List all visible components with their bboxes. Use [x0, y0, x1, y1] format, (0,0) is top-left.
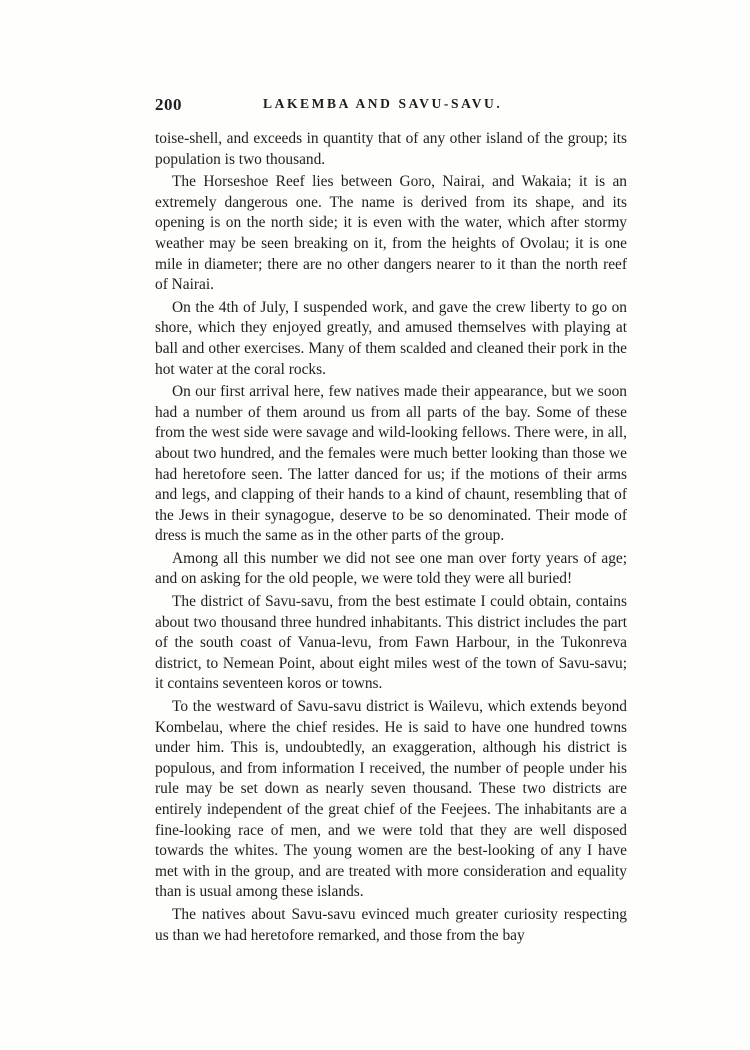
paragraph: The district of Savu-savu, from the best estimate I could obtain, contains about two thousand three hundred inhabitants. This district includes the part of the south coast of Vanua-levu, from Fawn Harbour, in the Tukonreva district, to Nemean Point, about eight miles west of the town of Savu-savu; it contains seventeen koros or towns. [155, 593, 627, 693]
running-head: LAKEMBA AND SAVU-SAVU. [263, 96, 503, 111]
paragraph: toise-shell, and exceeds in quantity that of any other island of the group; its population is two thousand. [155, 130, 627, 168]
page-number: 200 [155, 95, 182, 114]
paragraph: On our first arrival here, few natives made their appearance, but we soon had a number of them around us from all parts of the bay. Some of these from the west side were savage and wild-looking fellows. There were, in all, about two hundred, and the females were much better looking than those we had heretofore seen. The latter danced for us; if the motions of their arms and legs, and clapping of their hands to a kind of chaunt, resembling that of the Jews in their synagogue, deserve to be so denominated. Their mode of dress is much the same as in the other parts of the group. [155, 383, 627, 545]
paragraph: To the westward of Savu-savu district is Wailevu, which extends beyond Kombelau, where the chief resides. He is said to have one hundred towns under him. This is, undoubtedly, an exaggeration, although his district is populous, and from information I received, the number of people under his rule may be set down as nearly seven thousand. These two districts are entirely independent of the great chief of the Feejees. The inhabitants are a fine-looking race of men, and we were told that they are well disposed towards the whites. The young women are the best-looking of any I have met with in the group, and are treated with more consideration and equality than is usual among these islands. [155, 698, 627, 901]
body-text [155, 129, 627, 948]
page-header [155, 95, 627, 119]
paragraph: Among all this number we did not see one man over forty years of age; and on asking for the old people, we were told they were all buried! [155, 549, 627, 588]
paragraph: The Horseshoe Reef lies between Goro, Nairai, and Wakaia; it is an extremely dangerous one. The name is derived from its shape, and its opening is on the north side; it is even with the water, which after stormy weather may be seen breaking on it, from the heights of Ovolau; it is one mile in diameter; there are no other dangers nearer to it than the north reef of Nairai. [155, 173, 627, 294]
paragraph: On the 4th of July, I suspended work, and gave the crew liberty to go on shore, which they enjoyed greatly, and amused themselves with playing at ball and other exercises. Many of them scalded and cleaned their pork in the hot water at the coral rocks. [155, 298, 627, 378]
paragraph: The natives about Savu-savu evinced much greater curiosity respecting us than we had heretofore remarked, and those from the bay [155, 905, 627, 944]
